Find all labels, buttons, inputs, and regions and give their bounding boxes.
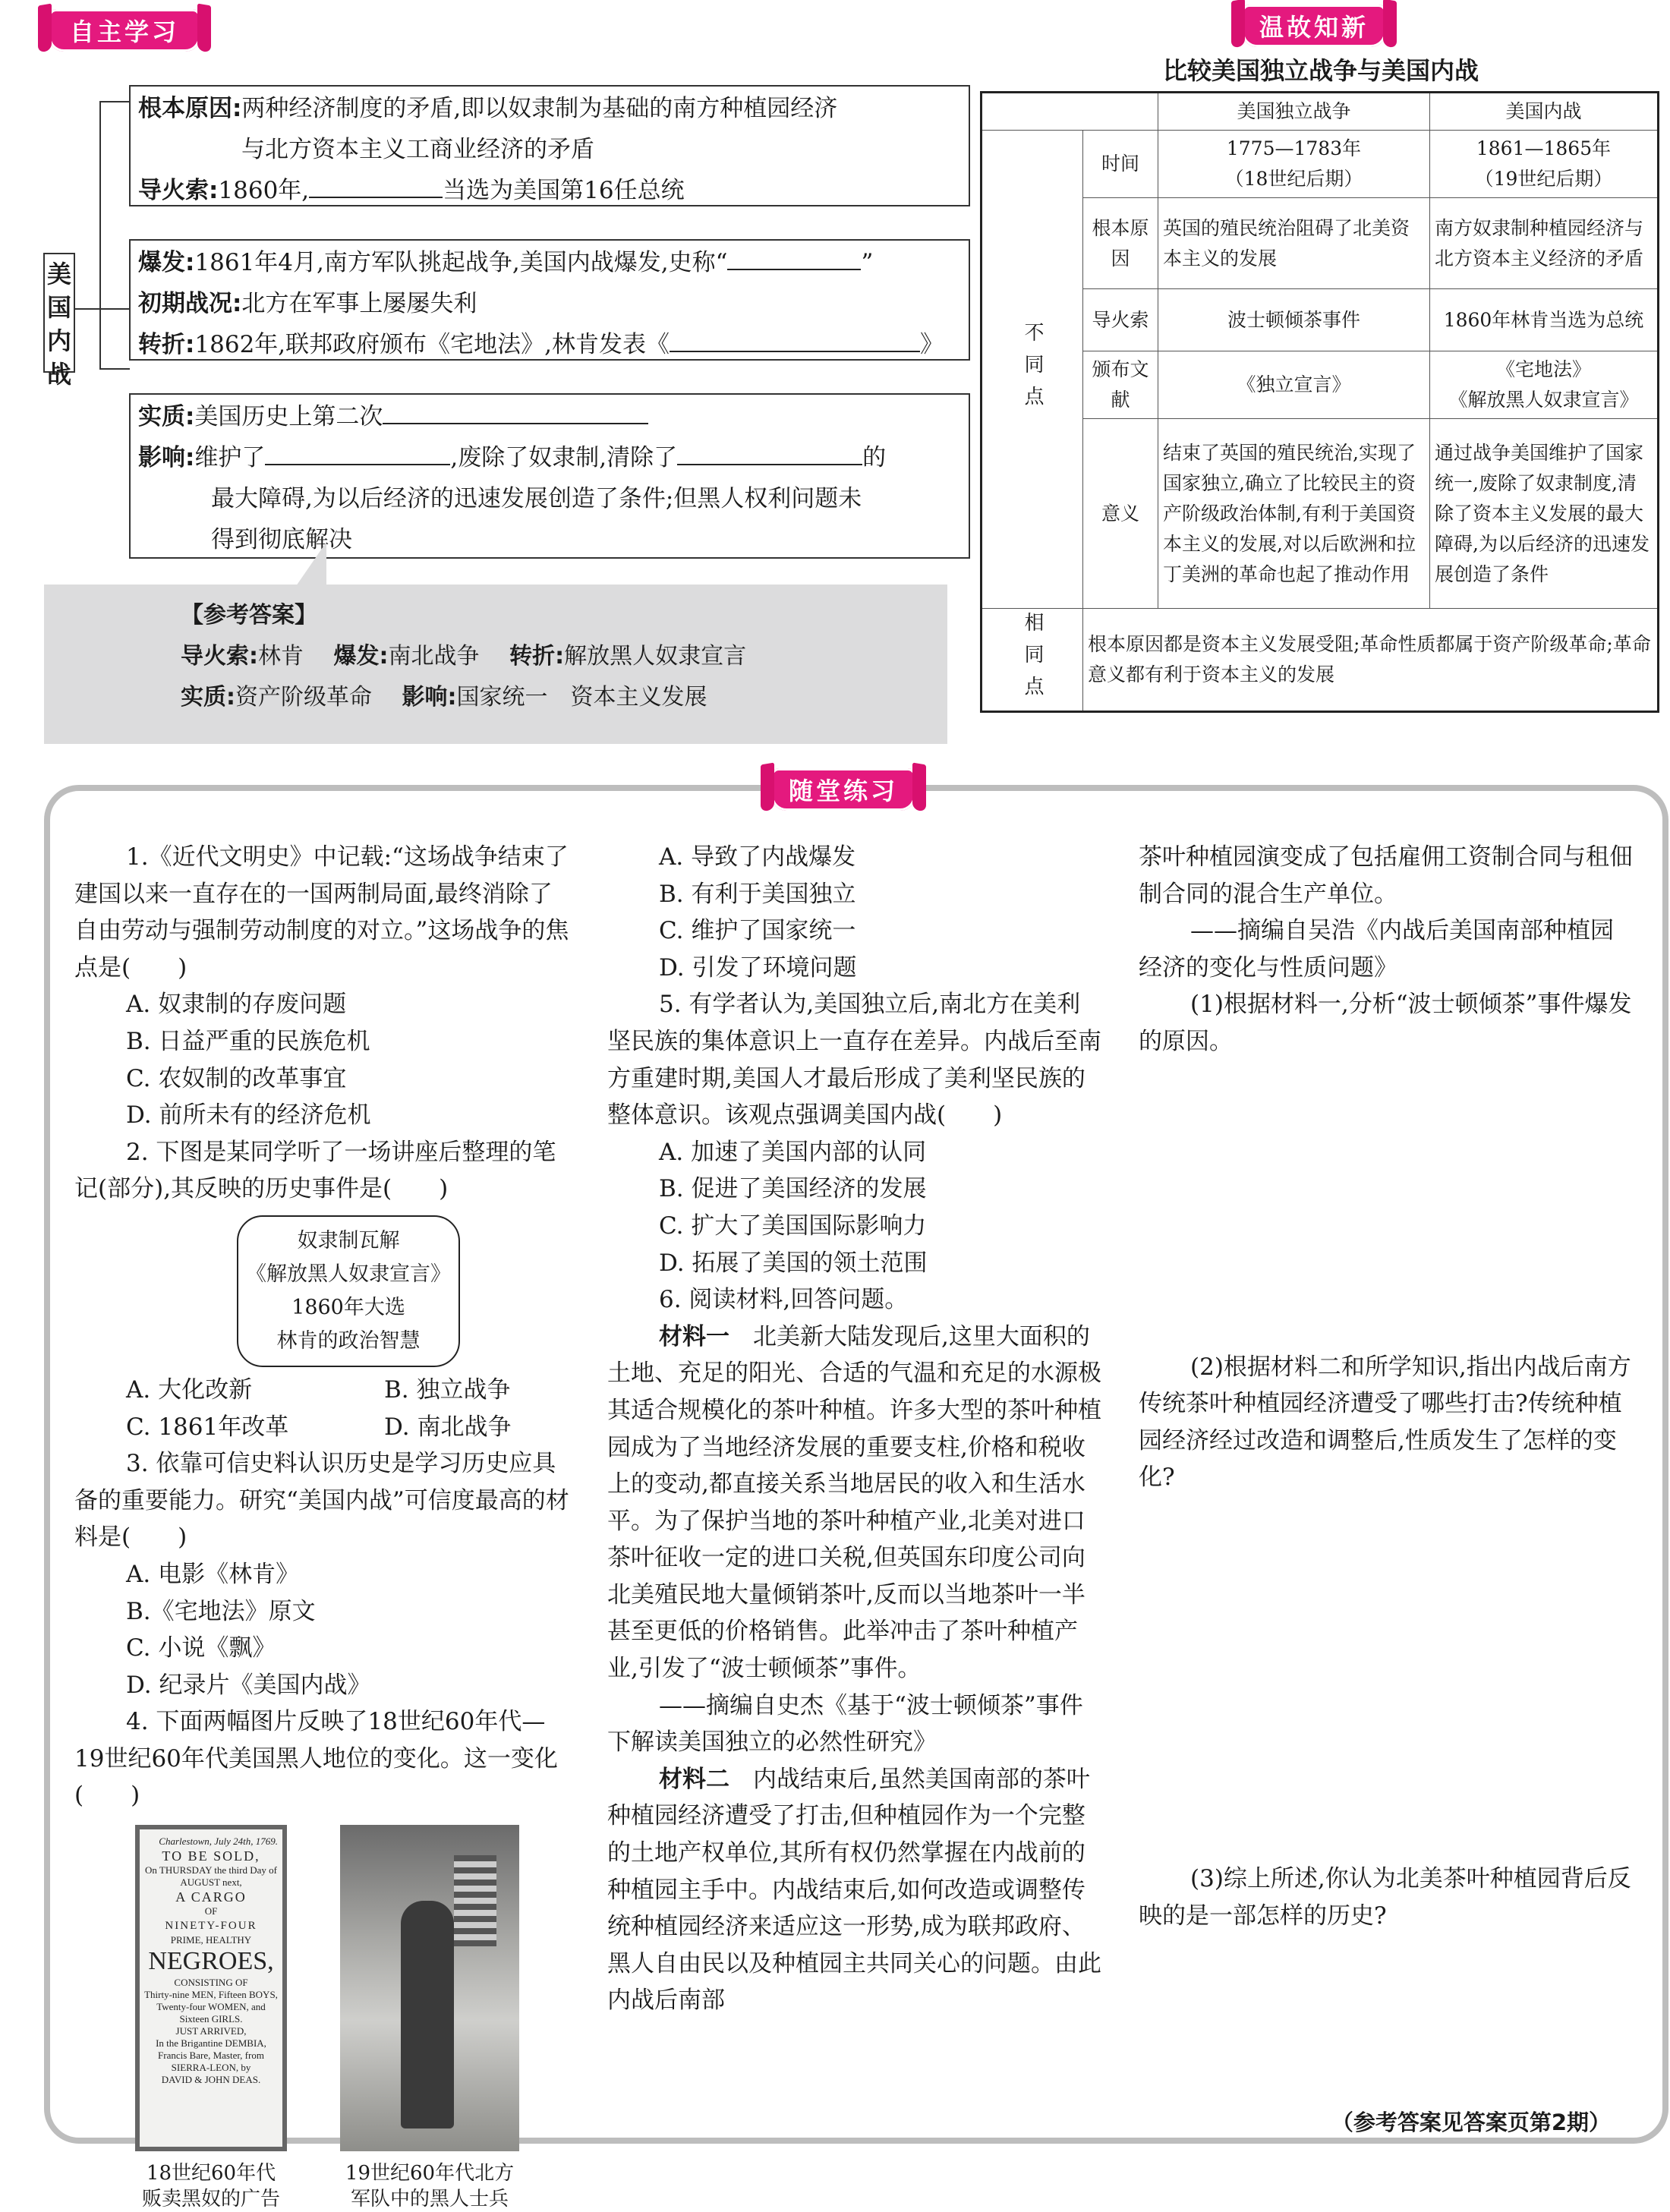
option[interactable]: D. 南北战争 — [384, 1413, 512, 1441]
option[interactable]: A. 电影《林肯》 — [126, 1560, 300, 1588]
q3-stem: 3. 依靠可信史料认识历史是学习历史应具备的重要能力。研究“美国内战”可信度最高的材料是( ) — [74, 1450, 569, 1552]
q2-stem: 2. 下图是某同学听了一场讲座后整理的笔记(部分),其反映的历史事件是( ) — [74, 1138, 556, 1203]
corner-cell — [982, 93, 1158, 131]
material-1-source: ——摘编自史杰《基于“波士顿倾茶”事件下解读美国独立的必然性研究》 — [607, 1691, 1083, 1757]
impact-line-2: 最大障碍,为以后经济的迅速发展创造了条件;但黑人权利问题未 — [211, 485, 862, 512]
answer-row-2: 实质:资产阶级革命 影响:国家统一 资本主义发展 — [181, 684, 707, 711]
cell: 结束了英国的殖民统治,实现了国家独立,确立了比较民主的资产阶级政治体制,有利于美国资本主义的发展,对以后欧洲和拉丁美洲的革命也起了推动作用 — [1158, 419, 1430, 609]
column-1 — [74, 839, 569, 2212]
topic-label: 美国内战 — [43, 253, 75, 373]
fuse-line: 导火索:1860年, 当选为美国第16任总统 — [138, 170, 961, 211]
flag-icon — [454, 1855, 496, 1946]
cell: 《独立宣言》 — [1158, 351, 1430, 419]
black-soldier-photo — [340, 1825, 519, 2151]
option[interactable]: C. 扩大了美国国际影响力 — [659, 1212, 927, 1240]
answer-space[interactable] — [1139, 1496, 1634, 1861]
outbreak-line: 爆发:1861年4月,南方军队挑起战争,美国内战爆发,史称“ ” — [138, 242, 961, 283]
option[interactable]: C. 1861年改革 — [126, 1413, 289, 1441]
q5-stem: 5. 有学者认为,美国独立后,南北方在美利坚民族的集体意识上一直存在差异。内战后至南方重建时期,美国人才最后形成了美利坚民族的整体意识。该观点强调美国内战( ) — [607, 991, 1101, 1130]
option[interactable]: B.《宅地法》原文 — [126, 1597, 316, 1625]
same-label: 相同点 — [982, 609, 1083, 712]
sub-question-2: (2)根据材料二和所学知识,指出内战后南方传统茶叶种植园经济遭受了哪些打击?传统种植园经济经过改造和调整后,性质发生了怎样的变化? — [1139, 1353, 1631, 1492]
cell: 波士顿倾茶事件 — [1158, 289, 1430, 351]
material-2-continued: 茶叶种植园演变成了包括雇佣工资制合同与租佃制合同的混合生产单位。 — [1139, 843, 1633, 908]
sub-question-1: (1)根据材料一,分析“波士顿倾茶”事件爆发的原因。 — [1139, 991, 1632, 1055]
col-header: 美国内战 — [1430, 93, 1659, 131]
material-1: 材料一 北美新大陆发现后,这里大面积的土地、充足的阳光、合适的气温和充足的水源极其适合规模化的茶叶种植。许多大型的茶叶种植园成为了当地经济发展的重要支柱,价格和税收上的变动,都直接关系当地居民的收入和生活水平。为了保护当地的茶叶种植产业,北美对进口茶叶征收一定的进口关税,但英国东印度公司向北美殖民地大量倾销茶叶,反而以当地茶叶一半甚至更低的价格销售。此举冲击了茶叶种植产业,引发了“波士顿倾茶”事件。 — [607, 1322, 1101, 1683]
impact-line-3: 得到彻底解决 — [211, 526, 352, 553]
nature-line: 实质:美国历史上第二次 — [138, 396, 961, 437]
column-3 — [1139, 839, 1634, 1934]
blank-nature[interactable] — [383, 400, 648, 424]
answer-space[interactable] — [1139, 1060, 1634, 1349]
note-line: 1860年大选 — [291, 1295, 405, 1319]
cell: 英国的殖民统治阻碍了北美资本主义的发展 — [1158, 198, 1430, 289]
col-header: 美国独立战争 — [1158, 93, 1430, 131]
answer-reference-note: （参考答案见答案页第2期） — [1331, 2110, 1611, 2135]
lecture-note-box — [237, 1215, 460, 1367]
cause-box — [129, 85, 970, 206]
q4-stem: 4. 下面两幅图片反映了18世纪60年代—19世纪60年代美国黑人地位的变化。这一变化( ) — [74, 1708, 558, 1810]
cell: 南方奴隶制种植园经济与北方资本主义经济的矛盾 — [1430, 198, 1659, 289]
practice-banner: 随堂练习 — [771, 768, 915, 811]
cell: 1775—1783年 （18世纪后期） — [1158, 131, 1430, 198]
sub-question-3: (3)综上所述,你认为北美茶叶种植园背后反映的是一部怎样的历史? — [1139, 1864, 1631, 1930]
q1-stem: 1.《近代文明史》中记载:“这场战争结束了建国以来一直存在的一国两制局面,最终消除了自由劳动与强制劳动制度的对立。”这场战争的焦点是( ) — [74, 843, 569, 982]
nature-box — [129, 393, 970, 559]
note-line: 奴隶制瓦解 — [297, 1228, 400, 1253]
diff-label: 不同点 — [982, 131, 1083, 609]
figure-slave-ad — [135, 1825, 287, 2212]
tree-branch — [99, 368, 130, 370]
process-box — [129, 239, 970, 361]
cause-line: 根本原因:两种经济制度的矛盾,即以奴隶制为基础的南方种植园经济 — [138, 95, 838, 122]
figure-black-soldier — [340, 1825, 519, 2212]
option[interactable]: D. 引发了环境问题 — [659, 953, 857, 982]
row-label: 颁布文献 — [1083, 351, 1158, 419]
option[interactable]: C. 农奴制的改革事宜 — [126, 1064, 347, 1092]
turning-line: 转折:1862年,联邦政府颁布《宅地法》,林肯发表《 》 — [138, 324, 961, 365]
option[interactable]: B. 独立战争 — [384, 1375, 511, 1404]
cell: 《宅地法》 《解放黑人奴隶宣言》 — [1430, 351, 1659, 419]
option[interactable]: A. 奴隶制的存废问题 — [126, 991, 347, 1019]
column-2 — [607, 839, 1102, 2019]
reference-answer — [44, 585, 947, 744]
blank-outbreak[interactable] — [727, 246, 861, 270]
q6-stem: 6. 阅读材料,回答问题。 — [659, 1286, 909, 1314]
blank-fuse[interactable] — [309, 174, 443, 198]
note-line: 林肯的政治智慧 — [276, 1328, 421, 1353]
callout-pointer — [296, 542, 326, 586]
material-2-source: ——摘编自吴浩《内战后美国南部种植园经济的变化与性质问题》 — [1139, 917, 1614, 982]
option[interactable]: C. 小说《飘》 — [126, 1634, 276, 1662]
blank-impact-2[interactable] — [677, 441, 862, 465]
same-cell: 根本原因都是资本主义发展受阻;革命性质都属于资产阶级革命;革命意义都有利于资本主义的发展 — [1083, 609, 1659, 712]
row-label: 根本原因 — [1083, 198, 1158, 289]
option[interactable]: D. 纪录片《美国内战》 — [126, 1671, 371, 1699]
cause-line-2: 与北方资本主义工商业经济的矛盾 — [241, 136, 594, 163]
note-line: 《解放黑人奴隶宣言》 — [246, 1262, 451, 1286]
tree-connector — [99, 101, 101, 368]
option[interactable]: B. 日益严重的民族危机 — [126, 1027, 370, 1055]
figure-caption: 19世纪60年代北方 军队中的黑人士兵 — [345, 2162, 515, 2211]
cell: 1861—1865年 （19世纪后期） — [1430, 131, 1659, 198]
row-label: 时间 — [1083, 131, 1158, 198]
soldier-figure — [401, 1901, 454, 2128]
cell: 通过战争美国维护了国家统一,废除了奴隶制度,清除了资本主义发展的最大障碍,为以后经济的迅速发展创造了条件 — [1430, 419, 1659, 609]
option[interactable]: A. 大化改新 — [126, 1375, 253, 1404]
tree-branch — [99, 101, 130, 102]
option[interactable]: A. 导致了内战爆发 — [659, 843, 856, 871]
option[interactable]: D. 拓展了美国的领土范围 — [659, 1249, 928, 1277]
blank-turning[interactable] — [670, 328, 920, 352]
row-label: 导火索 — [1083, 289, 1158, 351]
early-line: 初期战况:北方在军事上屡屡失利 — [138, 290, 477, 317]
answer-title: 【参考答案】 — [181, 602, 317, 629]
option[interactable]: C. 维护了国家统一 — [659, 917, 856, 945]
row-label: 意义 — [1083, 419, 1158, 609]
impact-line: 影响:维护了 ,废除了奴隶制,清除了 的 — [138, 437, 961, 478]
material-2: 材料二 内战结束后,虽然美国南部的茶叶种植园经济遭受了打击,但种植园作为一个完整的土地产权单位,其所有权仍然掌握在内战前的种植园主手中。内战结束后,如何改造或调整传统种植园经济来适应这一形势,成为联邦政府、黑人自由民以及种植园主共同关心的问题。由此内战后南部 — [607, 1765, 1101, 2015]
blank-impact-1[interactable] — [265, 441, 450, 465]
answer-row-1: 导火索:林肯 爆发:南北战争 转折:解放黑人奴隶宣言 — [181, 643, 747, 670]
option[interactable]: A. 加速了美国内部的认同 — [659, 1138, 927, 1166]
review-banner: 温故知新 — [1242, 5, 1386, 47]
slave-sale-poster-image: Charlestown, July 24th, 1769. TO BE SOLD, On THURSDAY the third Day of AUGUST next, A CARGO OF NINETY-FOUR PRIME, HEALTHY NEGROES, CONSISTING OF Thirty-nine MEN, Fifteen BOYS, Twenty-four WOMEN, and Sixteen GIRLS. JUST ARRIVED, In the Brigantine DEMBIA, Francis Bare, Master, from SIERRA-LEON, by DAVID & JOHN DEAS. — [135, 1825, 287, 2151]
comparison-table — [980, 91, 1659, 713]
cell: 1860年林肯当选为总统 — [1430, 289, 1659, 351]
self-study-banner: 自主学习 — [49, 9, 200, 52]
tree-branch — [74, 308, 130, 310]
option[interactable]: D. 前所未有的经济危机 — [126, 1101, 371, 1130]
option[interactable]: B. 有利于美国独立 — [659, 880, 856, 908]
figure-caption: 18世纪60年代 贩卖黑奴的广告 — [141, 2162, 280, 2211]
option[interactable]: B. 促进了美国经济的发展 — [659, 1175, 927, 1203]
table-title: 比较美国独立战争与美国内战 — [1162, 56, 1479, 85]
